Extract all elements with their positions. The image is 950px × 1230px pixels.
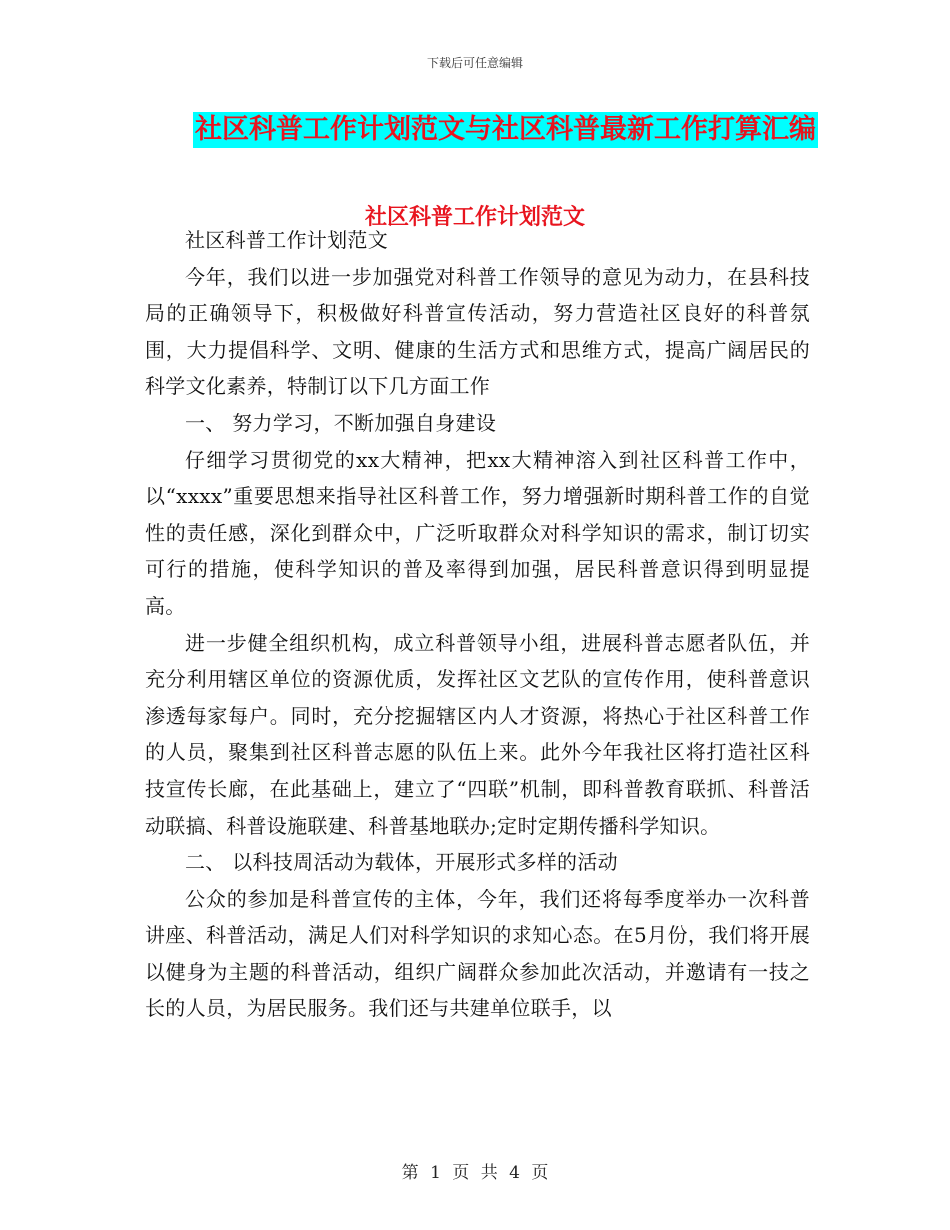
section-heading: 二、 以科技周活动为载体，开展形式多样的活动 bbox=[185, 850, 618, 875]
document-title: 社区科普工作计划范文与社区科普最新工作打算汇编 bbox=[193, 112, 818, 148]
paragraph: 进一步健全组织机构，成立科普领导小组，进展科普志愿者队伍，并充分利用辖区单位的资源优质，发挥社区文艺队的宣传作用，使科普意识渗透每家每户。同时，充分挖掘辖区内人才资源，将热心于社区科普工作的人员，聚集到社区科普志愿的队伍上来。此外今年我社区将打造社区科技宣传长廊，在此基础上，建立了“四联”机制，即科普教育联抓、科普活动联搞、科普设施联建、科普基地联办;定时定期传播科学知识。 bbox=[145, 630, 810, 838]
section-title: 社区科普工作计划范文 bbox=[364, 205, 585, 230]
page-number: 第 1 页 共 4 页 bbox=[401, 1163, 549, 1183]
paragraph: 仔细学习贯彻党的xx大精神，把xx大精神溶入到社区科普工作中，以“xxxx”重要思想来指导社区科普工作，努力增强新时期科普工作的自觉性的责任感，深化到群众中，广泛听取群众对科学知识的需求，制订切实可行的措施，使科学知识的普及率得到加强，居民科普意识得到明显提高。 bbox=[145, 447, 810, 618]
header-note: 下载后可任意编辑 bbox=[426, 56, 523, 70]
section-heading: 一、 努力学习，不断加强自身建设 bbox=[185, 410, 497, 435]
paragraph: 公众的参加是科普宣传的主体，今年，我们还将每季度举办一次科普讲座、科普活动，满足人们对科学知识的求知心态。在5月份，我们将开展以健身为主题的科普活动，组织广阔群众参加此次活动，并邀请有一技之长的人员，为居民服务。我们还与共建单位联手，以 bbox=[145, 886, 810, 1021]
paragraph: 社区科普工作计划范文 bbox=[185, 228, 388, 252]
paragraph: 今年，我们以进一步加强党对科普工作领导的意见为动力，在县科技局的正确领导下，积极做好科普宣传活动，努力营造社区良好的科普氛围，大力提倡科学、文明、健康的生活方式和思维方式，提高广阔居民的科学文化素养，特制订以下几方面工作 bbox=[145, 264, 810, 399]
document-body bbox=[145, 222, 810, 1027]
